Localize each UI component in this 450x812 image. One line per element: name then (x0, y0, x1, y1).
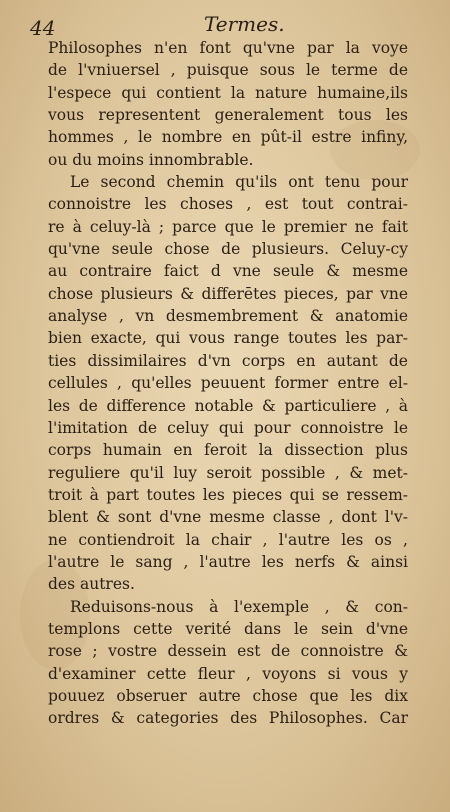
text-line: bien exacte, qui vous range toutes les par- (48, 329, 408, 348)
text-line: hommes , le nombre en pût-il estre infiny, (48, 128, 408, 147)
text-line: d'examiner cette fleur , voyons si vous y (48, 664, 408, 683)
text-line: cellules , qu'elles peuuent former entre el- (48, 374, 408, 393)
text-line: l'imitation de celuy qui pour connoistre le (48, 418, 408, 437)
text-line: les de difference notable & particuliere , à (48, 396, 408, 415)
text-line: des autres. (48, 575, 135, 594)
text-line: blent & sont d'vne mesme classe , dont l'v- (48, 508, 408, 527)
text-line: connoistre les choses , est tout contrai- (48, 195, 408, 214)
text-line: rose ; vostre dessein est de connoistre & (48, 642, 408, 661)
text-line: ordres & categories des Philosophes. Car (48, 709, 408, 728)
text-line: de l'vniuersel , puisque sous le terme de (48, 61, 408, 80)
text-line: Reduisons-nous à l'exemple , & con- (70, 597, 408, 616)
text-line: ne contiendroit la chair , l'autre les os , (48, 530, 408, 549)
page-header (0, 0, 450, 40)
paragraph (48, 596, 408, 730)
text-line: au contraire faict d vne seule & mesme (48, 262, 408, 281)
running-head: Termes. (204, 12, 285, 36)
text-line: l'autre le sang , l'autre les nerfs & ainsi (48, 552, 408, 571)
text-line: vous representent generalement tous les (48, 106, 408, 125)
text-line: troit à part toutes les pieces qui se ressem- (48, 485, 408, 504)
paragraph (48, 37, 408, 171)
paragraph (48, 171, 408, 596)
text-line: corps humain en feroit la dissection plus (48, 441, 408, 460)
text-line: analyse , vn desmembrement & anatomie (48, 307, 408, 326)
page-number: 44 (30, 16, 56, 40)
text-line: ties dissimilaires d'vn corps en autant de (48, 351, 408, 370)
text-line: l'espece qui contient la nature humaine,ils (48, 83, 408, 102)
text-line: qu'vne seule chose de plusieurs. Celuy-cy (48, 240, 408, 259)
text-line: reguliere qu'il luy seroit possible , & met- (48, 463, 408, 482)
text-line: re à celuy-là ; parce que le premier ne fait (48, 217, 408, 236)
text-line: ou du moins innombrable. (48, 150, 254, 169)
text-line: pouuez obseruer autre chose que les dix (48, 686, 408, 705)
body-text (48, 37, 408, 730)
text-line: templons cette verité dans le sein d'vne (48, 619, 408, 638)
text-line: Le second chemin qu'ils ont tenu pour (70, 173, 408, 192)
text-line: chose plusieurs & differētes pieces, par vne (48, 284, 408, 303)
text-line: Philosophes n'en font qu'vne par la voye (48, 39, 408, 57)
